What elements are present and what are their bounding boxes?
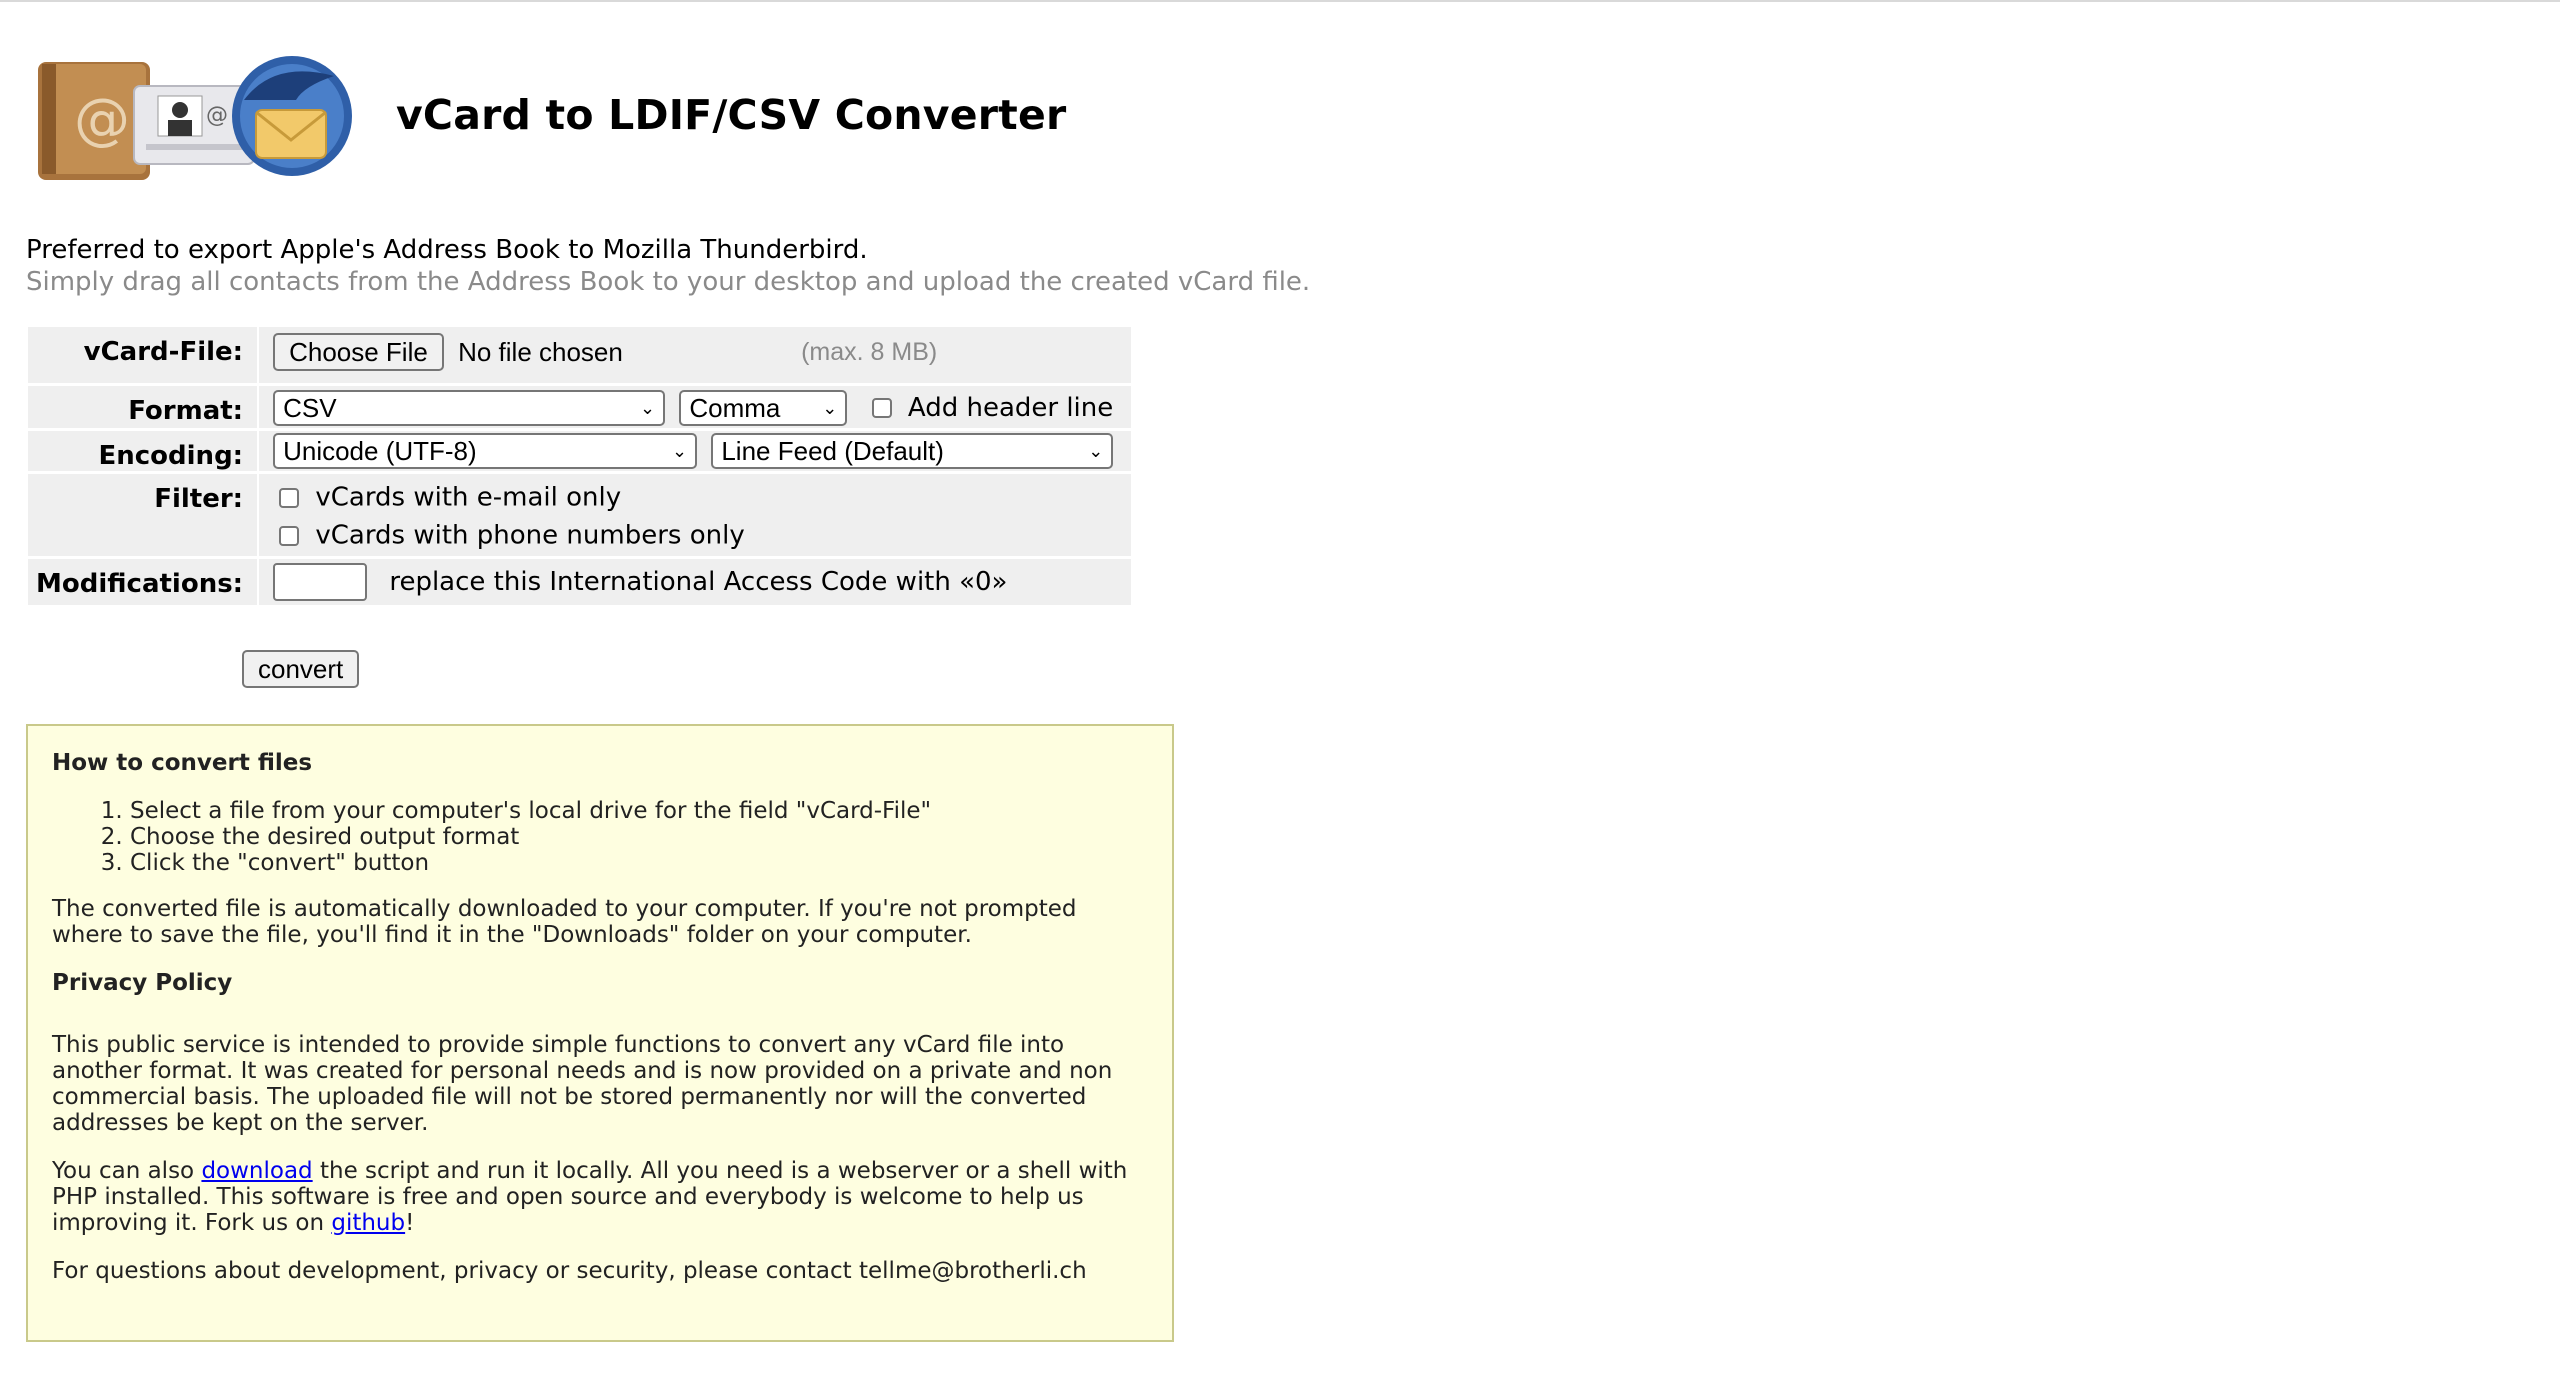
chevron-down-icon: ⌄ bbox=[639, 398, 656, 418]
privacy-title: Privacy Policy bbox=[52, 970, 233, 996]
header bbox=[34, 40, 1066, 190]
delimiter-select[interactable] bbox=[679, 390, 847, 426]
modifications-text: replace this International Access Code with «0» bbox=[389, 567, 1008, 597]
filter-phone-checkbox[interactable] bbox=[279, 526, 299, 546]
file-status: No file chosen bbox=[458, 336, 623, 367]
form-row-file bbox=[28, 327, 1131, 383]
local-run-text: ! bbox=[405, 1210, 415, 1236]
filter-field bbox=[259, 474, 1131, 556]
form-row-modifications bbox=[28, 559, 1131, 605]
local-run-text: the script and run it locally. All you need is a webserver or a shell with PHP installed. This software is free and open source and everybody is welcome to help us improving it. Fork us on bbox=[52, 1158, 1128, 1236]
max-size-hint: (max. 8 MB) bbox=[801, 337, 938, 366]
format-field bbox=[259, 386, 1131, 428]
file-field bbox=[259, 327, 1131, 383]
intro-instruction: Simply drag all contacts from the Address Book to your desktop and upload the created vCard file. bbox=[26, 267, 1311, 297]
howto-step: 2. Choose the desired output format bbox=[130, 824, 1148, 850]
download-note: The converted file is automatically downloaded to your computer. If you're not prompted where to save the file, you'll find it in the "Downloads" folder on your computer. bbox=[52, 896, 1077, 948]
app-logo bbox=[34, 40, 354, 190]
form-row-format bbox=[28, 386, 1131, 428]
modifications-label: Modifications: bbox=[28, 559, 257, 605]
svg-text:@: @ bbox=[74, 87, 130, 152]
line-ending-select-value: Line Feed (Default) bbox=[721, 435, 944, 466]
header-line-checkbox[interactable] bbox=[872, 398, 892, 418]
encoding-label: Encoding: bbox=[28, 431, 257, 471]
svg-text:@: @ bbox=[206, 103, 228, 128]
howto-steps bbox=[52, 798, 1148, 876]
form-row-encoding bbox=[28, 431, 1131, 471]
encoding-select-value: Unicode (UTF-8) bbox=[283, 435, 477, 466]
filter-email-label: vCards with e-mail only bbox=[315, 482, 622, 513]
converter-form bbox=[26, 324, 1133, 608]
filter-phone-label: vCards with phone numbers only bbox=[315, 520, 745, 551]
info-box bbox=[26, 724, 1174, 1342]
chevron-down-icon: ⌄ bbox=[671, 441, 688, 461]
format-select-value: CSV bbox=[283, 392, 337, 423]
chevron-down-icon: ⌄ bbox=[822, 398, 838, 418]
file-label: vCard-File: bbox=[28, 327, 257, 383]
delimiter-select-value: Comma bbox=[689, 392, 781, 423]
format-label: Format: bbox=[28, 386, 257, 428]
line-ending-select[interactable] bbox=[711, 433, 1113, 469]
convert-button[interactable]: convert bbox=[242, 650, 359, 688]
choose-file-button[interactable]: Choose File bbox=[273, 333, 444, 371]
header-line-label: Add header line bbox=[907, 393, 1114, 423]
encoding-field bbox=[259, 431, 1131, 471]
top-border bbox=[0, 0, 2560, 2]
encoding-select[interactable] bbox=[273, 433, 697, 469]
filter-email-option bbox=[273, 478, 1117, 516]
filter-phone-option bbox=[273, 516, 1117, 554]
howto-step: 3. Click the "convert" button bbox=[130, 850, 1148, 876]
address-book-thunderbird-icon bbox=[34, 40, 354, 190]
filter-label: Filter: bbox=[28, 474, 257, 556]
convert-wrap bbox=[242, 650, 359, 688]
format-select[interactable] bbox=[273, 390, 665, 426]
intro bbox=[26, 234, 1310, 298]
local-run-text: You can also bbox=[52, 1158, 202, 1184]
privacy-text: This public service is intended to provide simple functions to convert any vCard file into another format. It was created for personal needs and is now provided on a private and non commercial basis. The uploaded file will not be stored permanently nor will the converted addresses be kept on the server. bbox=[52, 1032, 1113, 1136]
form-row-filter bbox=[28, 474, 1131, 556]
chevron-down-icon: ⌄ bbox=[1088, 441, 1104, 461]
howto-title: How to convert files bbox=[52, 750, 313, 776]
intro-line: Preferred to export Apple's Address Book to Mozilla Thunderbird. bbox=[26, 235, 868, 265]
download-link[interactable]: download bbox=[201, 1158, 313, 1184]
contact-text: For questions about development, privacy or security, please contact tellme@brotherli.ch bbox=[52, 1258, 1087, 1284]
howto-step: 1. Select a file from your computer's local drive for the field "vCard-File" bbox=[130, 798, 1148, 824]
access-code-input[interactable] bbox=[273, 563, 367, 601]
local-run-paragraph bbox=[52, 1158, 1148, 1236]
page-title: vCard to LDIF/CSV Converter bbox=[396, 91, 1067, 139]
modifications-field bbox=[259, 559, 1131, 605]
github-link[interactable]: github bbox=[331, 1210, 406, 1236]
filter-email-checkbox[interactable] bbox=[279, 488, 299, 508]
